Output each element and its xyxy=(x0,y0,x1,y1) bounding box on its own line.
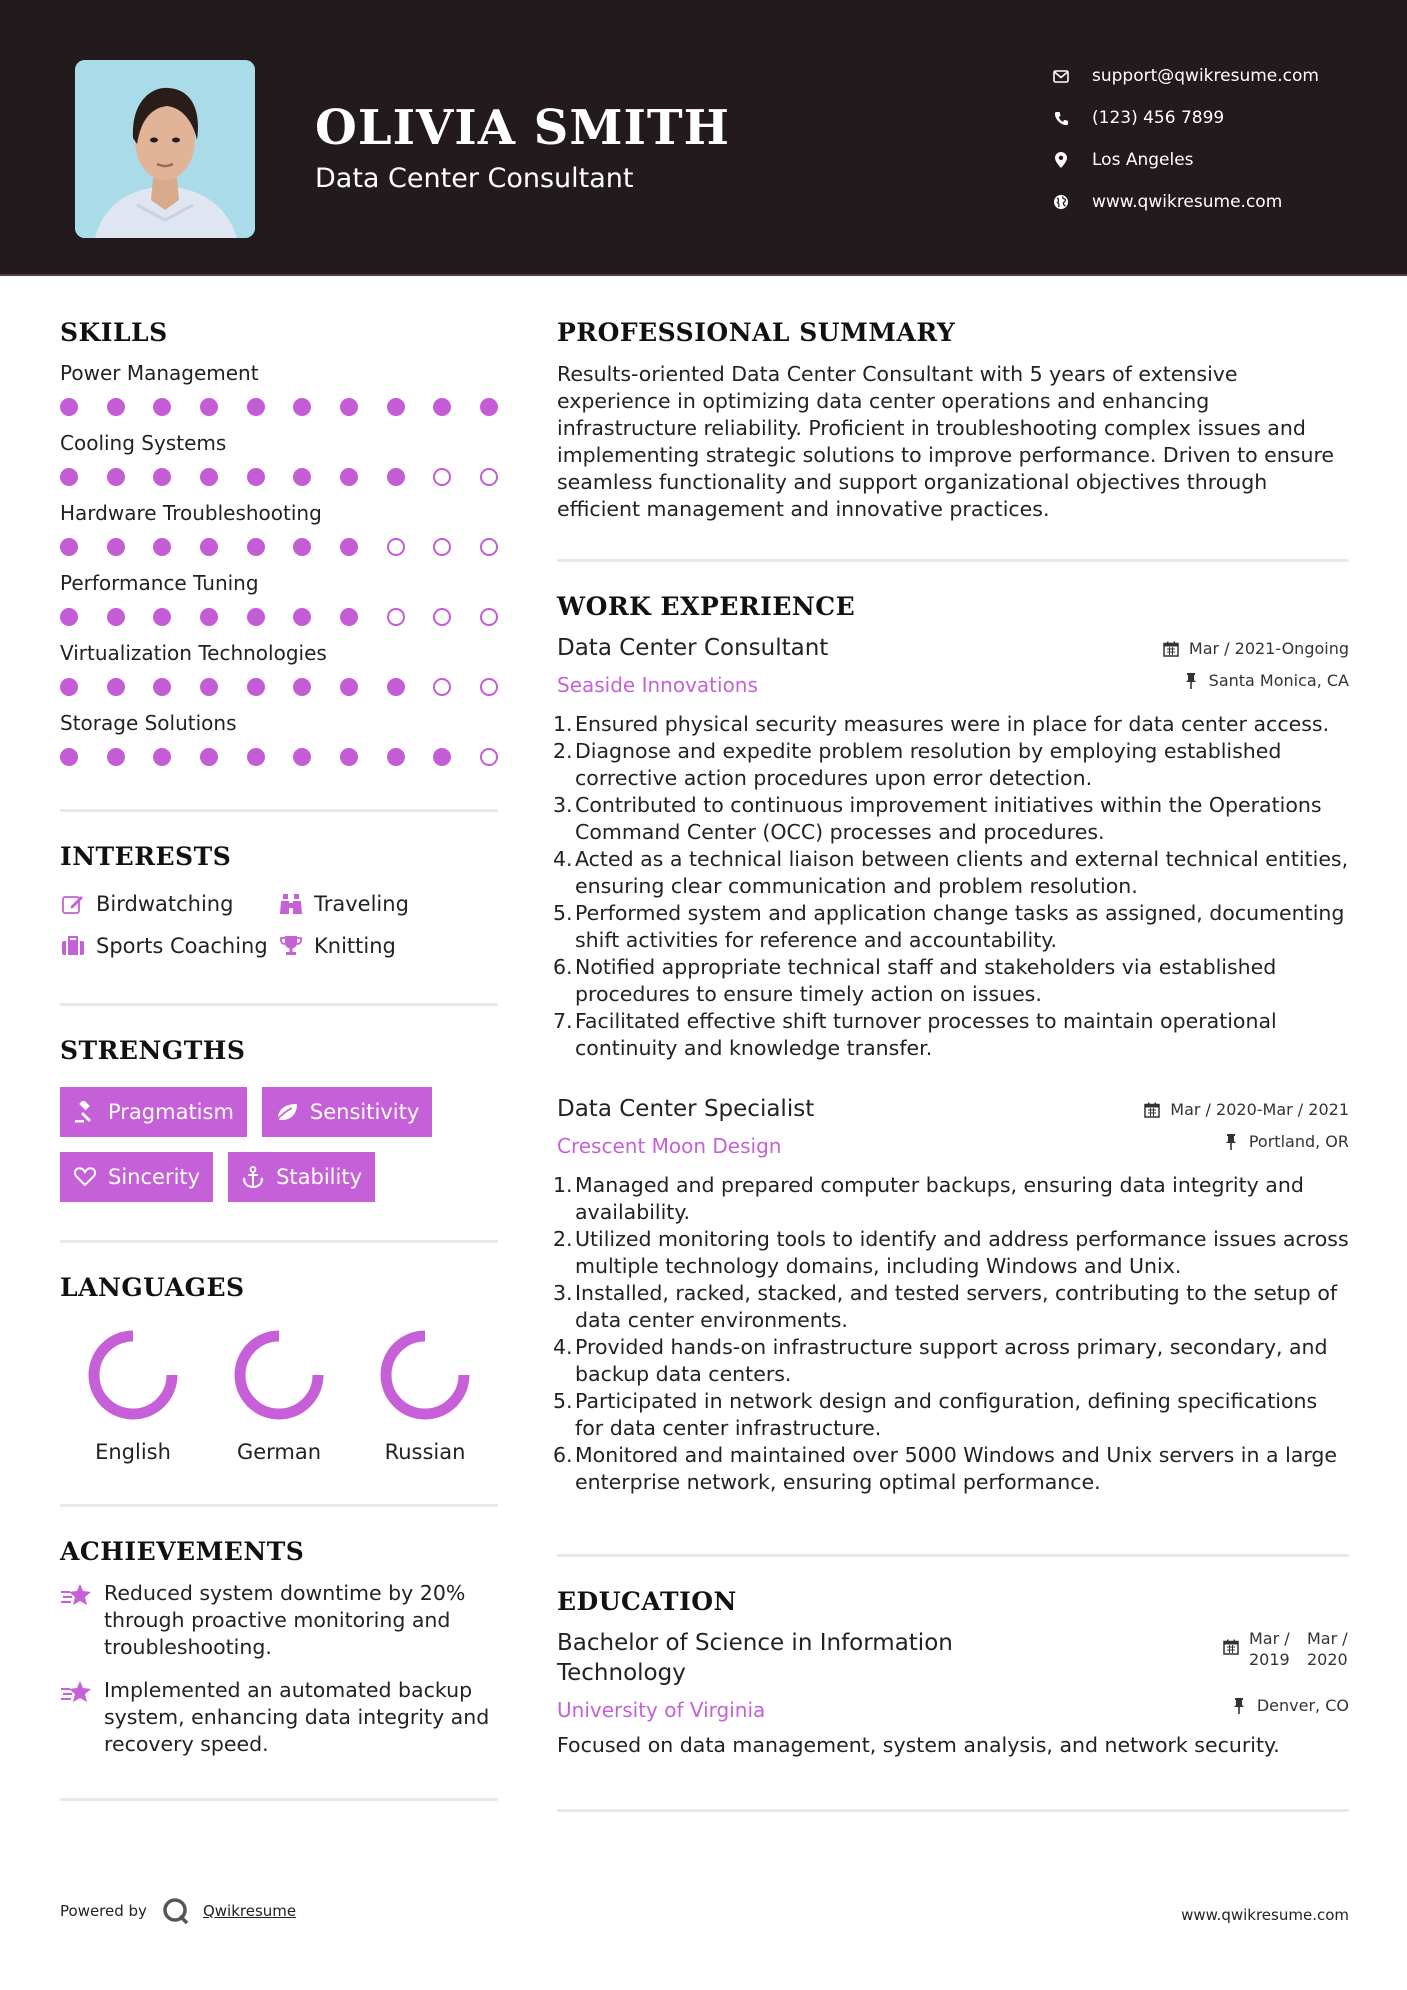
footer-website[interactable]: www.qwikresume.com xyxy=(1181,1906,1349,1924)
job-bullet xyxy=(553,738,1349,792)
bullet-text: Managed and prepared computer backups, ensuring data integrity and availability. xyxy=(575,1173,1304,1224)
rating-dot-filled xyxy=(247,468,265,486)
strength-label: Sincerity xyxy=(108,1165,201,1189)
achievement-item xyxy=(60,1580,498,1661)
bullet-text: Diagnose and expedite problem resolution by employing established corrective action procedures upon error detection. xyxy=(575,739,1282,790)
interest-item xyxy=(278,933,498,959)
job-bullets xyxy=(553,1172,1349,1496)
pushpin-icon xyxy=(1222,1133,1240,1151)
interest-item xyxy=(60,933,278,959)
rating-dot-empty xyxy=(433,678,451,696)
strength-label: Pragmatism xyxy=(108,1100,234,1124)
rating-dot-filled xyxy=(387,398,405,416)
contact-email[interactable] xyxy=(1050,55,1319,97)
degree-title xyxy=(557,1628,953,1688)
strength-tag xyxy=(60,1152,213,1202)
anchor-icon xyxy=(241,1165,265,1189)
rating-dot-filled xyxy=(340,468,358,486)
languages-title: LANGUAGES xyxy=(60,1273,245,1302)
rating-dot-filled xyxy=(200,748,218,766)
rating-dot-filled xyxy=(107,398,125,416)
achievements-title: ACHIEVEMENTS xyxy=(60,1537,305,1566)
rating-dot-filled xyxy=(60,468,78,486)
section-divider xyxy=(60,1240,498,1243)
skill-name: Virtualization Technologies xyxy=(60,641,327,665)
language-level-arc xyxy=(386,1336,464,1414)
strength-label: Stability xyxy=(276,1165,363,1189)
rating-dot-empty xyxy=(387,538,405,556)
education-date-start-line-2: 2019 xyxy=(1249,1650,1290,1669)
right-column xyxy=(553,318,1349,1812)
strength-tag xyxy=(60,1087,247,1137)
shooting-star-icon xyxy=(60,1580,94,1610)
rating-dot-filled xyxy=(153,608,171,626)
contact-location-text: Los Angeles xyxy=(1092,150,1194,170)
language-level-gauge xyxy=(86,1328,180,1422)
education-date-start xyxy=(1249,1628,1307,1670)
job-header xyxy=(557,1096,1349,1158)
education-title: EDUCATION xyxy=(557,1587,737,1616)
rating-dot-empty xyxy=(433,608,451,626)
section-divider xyxy=(557,559,1349,562)
summary-title: PROFESSIONAL SUMMARY xyxy=(557,318,956,347)
job-bullet xyxy=(553,1008,1349,1062)
interest-label: Knitting xyxy=(314,934,396,958)
achievement-item xyxy=(60,1677,498,1758)
job-title: Data Center Consultant xyxy=(557,635,829,661)
job-bullet xyxy=(553,711,1349,738)
job-date-text: Mar / 2020-Mar / 2021 xyxy=(1170,1100,1349,1119)
rating-dot-filled xyxy=(433,748,451,766)
globe-icon xyxy=(1050,191,1072,213)
rating-dot-filled xyxy=(247,608,265,626)
pencil-square-icon xyxy=(60,891,86,917)
qwikresume-logo-icon xyxy=(161,1896,191,1926)
summary-text: Results-oriented Data Center Consultant with 5 years of extensive experience in optimizing data center operations and enhancing infrastructure reliability. Proficient in troubleshooting complex issues and implementing strategic solutions to improve performance. Driven to ensure seamless functionality and support organizational objectives through efficient management and innovative practices. xyxy=(557,362,1335,521)
bullet-number: 1. xyxy=(553,712,573,736)
heart-icon xyxy=(73,1165,97,1189)
experience-title: WORK EXPERIENCE xyxy=(557,592,856,621)
language-name: German xyxy=(236,1440,322,1464)
interest-label: Sports Coaching xyxy=(96,934,268,958)
job-bullet xyxy=(553,1442,1349,1496)
contact-phone-text: (123) 456 7899 xyxy=(1092,108,1225,128)
language-level-gauge xyxy=(378,1328,472,1422)
skills-list xyxy=(60,361,498,767)
rating-dot-filled xyxy=(387,468,405,486)
language-level-gauge xyxy=(232,1328,326,1422)
achievement-text: Reduced system downtime by 20% through proactive monitoring and troubleshooting. xyxy=(104,1581,466,1659)
left-column xyxy=(60,318,498,1801)
rating-dot-empty xyxy=(480,538,498,556)
achievement-text: Implemented an automated backup system, enhancing data integrity and recovery speed. xyxy=(104,1678,490,1756)
job-location xyxy=(1143,1132,1349,1151)
footer-powered-by xyxy=(60,1896,296,1926)
skills-title: SKILLS xyxy=(60,318,168,347)
skill-rating xyxy=(60,397,498,417)
strength-tag xyxy=(228,1152,375,1202)
qwikresume-link[interactable]: Qwikresume xyxy=(202,1902,297,1920)
rating-dot-filled xyxy=(387,748,405,766)
calendar-icon xyxy=(1143,1101,1161,1119)
bullet-number: 4. xyxy=(553,1335,573,1359)
rating-dot-filled xyxy=(153,678,171,696)
contact-phone[interactable] xyxy=(1050,97,1319,139)
job-bullets xyxy=(553,711,1349,1062)
rating-dot-filled xyxy=(60,538,78,556)
job-location xyxy=(1162,671,1349,690)
education-date-end xyxy=(1307,1628,1349,1670)
gavel-icon xyxy=(73,1100,97,1124)
bullet-number: 7. xyxy=(553,1009,573,1033)
bullet-number: 6. xyxy=(553,955,573,979)
rating-dot-filled xyxy=(107,678,125,696)
rating-dot-filled xyxy=(480,398,498,416)
section-divider xyxy=(60,1003,498,1006)
calendar-icon xyxy=(1222,1638,1240,1656)
rating-dot-filled xyxy=(247,748,265,766)
resume-header xyxy=(0,0,1407,276)
interest-item xyxy=(278,891,498,917)
rating-dot-filled xyxy=(247,678,265,696)
job-date-text: Mar / 2021-Ongoing xyxy=(1188,639,1349,658)
bullet-text: Provided hands-on infrastructure support across primary, secondary, and backup data centers. xyxy=(575,1335,1328,1386)
skill-name: Cooling Systems xyxy=(60,431,227,455)
rating-dot-filled xyxy=(200,678,218,696)
rating-dot-empty xyxy=(387,608,405,626)
education-entry xyxy=(557,1628,1349,1759)
rating-dot-filled xyxy=(340,538,358,556)
job-bullet xyxy=(553,1388,1349,1442)
trophy-icon xyxy=(278,933,304,959)
interests-list xyxy=(60,891,498,959)
briefcase-icon xyxy=(60,933,86,959)
rating-dot-empty xyxy=(433,468,451,486)
education-header xyxy=(557,1628,1349,1722)
rating-dot-filled xyxy=(153,398,171,416)
map-marker-icon xyxy=(1050,149,1072,171)
rating-dot-filled xyxy=(107,538,125,556)
pushpin-icon xyxy=(1230,1697,1248,1715)
job-company[interactable]: Crescent Moon Design xyxy=(557,1134,782,1158)
bullet-text: Monitored and maintained over 5000 Windows and Unix servers in a large enterprise network, ensuring optimal performance. xyxy=(575,1443,1338,1494)
language-level-arc xyxy=(94,1336,172,1414)
job-entry xyxy=(553,1096,1349,1496)
envelope-icon xyxy=(1050,65,1072,87)
section-divider xyxy=(60,1504,498,1507)
rating-dot-filled xyxy=(247,398,265,416)
rating-dot-filled xyxy=(60,678,78,696)
bullet-number: 2. xyxy=(553,739,573,763)
section-divider xyxy=(557,1554,1349,1557)
job-bullet xyxy=(553,1334,1349,1388)
contact-list xyxy=(1050,55,1319,223)
rating-dot-filled xyxy=(60,398,78,416)
strength-label: Sensitivity xyxy=(309,1100,420,1124)
candidate-title: Data Center Consultant xyxy=(315,163,634,194)
powered-by-text: Powered by xyxy=(60,1902,147,1920)
bullet-text: Contributed to continuous improvement initiatives within the Operations Command Center (OCC) processes and procedures. xyxy=(575,793,1322,844)
rating-dot-empty xyxy=(480,748,498,766)
language-name: English xyxy=(95,1440,171,1464)
contact-website-text: www.qwikresume.com xyxy=(1092,192,1283,212)
interests-title: INTERESTS xyxy=(60,842,232,871)
rating-dot-filled xyxy=(387,678,405,696)
rating-dot-filled xyxy=(107,608,125,626)
interest-label: Birdwatching xyxy=(96,892,234,916)
rating-dot-filled xyxy=(293,538,311,556)
education-date-end-line-2: 2020 xyxy=(1307,1650,1348,1669)
rating-dot-filled xyxy=(60,748,78,766)
bullet-number: 5. xyxy=(553,1389,573,1413)
rating-dot-filled xyxy=(293,678,311,696)
job-header xyxy=(557,635,1349,697)
education-date-end-line-1: Mar / xyxy=(1307,1629,1348,1648)
rating-dot-filled xyxy=(340,608,358,626)
job-bullet xyxy=(553,900,1349,954)
rating-dot-empty xyxy=(480,678,498,696)
bullet-number: 6. xyxy=(553,1443,573,1467)
job-date xyxy=(1143,1100,1349,1119)
calendar-icon xyxy=(1162,640,1180,658)
bullet-text: Facilitated effective shift turnover processes to maintain operational continuity and knowledge transfer. xyxy=(575,1009,1277,1060)
job-bullet xyxy=(553,792,1349,846)
job-bullet xyxy=(553,1280,1349,1334)
candidate-name: OLIVIA SMITH xyxy=(315,100,730,156)
interest-item xyxy=(60,891,278,917)
job-company[interactable]: Seaside Innovations xyxy=(557,673,758,697)
skill-name: Hardware Troubleshooting xyxy=(60,501,322,525)
skill-rating xyxy=(60,537,498,557)
rating-dot-filled xyxy=(293,468,311,486)
rating-dot-filled xyxy=(60,608,78,626)
profile-photo xyxy=(75,60,255,238)
rating-dot-filled xyxy=(340,748,358,766)
bullet-text: Utilized monitoring tools to identify and address performance issues across multiple technology domains, including Windows and Unix. xyxy=(575,1227,1349,1278)
rating-dot-filled xyxy=(200,468,218,486)
rating-dot-empty xyxy=(480,468,498,486)
job-date xyxy=(1162,639,1349,658)
leaf-icon xyxy=(275,1100,299,1124)
shooting-star-icon xyxy=(60,1677,94,1707)
rating-dot-filled xyxy=(200,608,218,626)
strengths-title: STRENGTHS xyxy=(60,1036,246,1065)
contact-website[interactable] xyxy=(1050,181,1319,223)
strengths-list xyxy=(60,1087,498,1202)
section-divider xyxy=(60,809,498,812)
job-location-text: Santa Monica, CA xyxy=(1208,671,1349,690)
achievements-list xyxy=(60,1580,498,1758)
bullet-number: 1. xyxy=(553,1173,573,1197)
skill-rating xyxy=(60,467,498,487)
bullet-text: Ensured physical security measures were in place for data center access. xyxy=(575,712,1330,736)
job-location-text: Portland, OR xyxy=(1248,1132,1349,1151)
contact-location xyxy=(1050,139,1319,181)
rating-dot-filled xyxy=(153,538,171,556)
rating-dot-filled xyxy=(107,748,125,766)
rating-dot-empty xyxy=(480,608,498,626)
job-bullet xyxy=(553,1172,1349,1226)
bullet-number: 5. xyxy=(553,901,573,925)
contact-email-text: support@qwikresume.com xyxy=(1092,66,1319,86)
education-description: Focused on data management, system analysis, and network security. xyxy=(557,1733,1280,1757)
rating-dot-filled xyxy=(293,748,311,766)
rating-dot-filled xyxy=(200,538,218,556)
bullet-text: Acted as a technical liaison between clients and external technical entities, ensuring clear communication and problem resolution. xyxy=(575,847,1349,898)
rating-dot-filled xyxy=(293,608,311,626)
languages-list xyxy=(60,1328,498,1464)
job-bullet xyxy=(553,954,1349,1008)
bullet-number: 2. xyxy=(553,1227,573,1251)
bullet-number: 3. xyxy=(553,1281,573,1305)
bullet-text: Performed system and application change tasks as assigned, documenting shift activities for reference and accountability. xyxy=(575,901,1345,952)
bullet-text: Installed, racked, stacked, and tested servers, contributing to the setup of data center environments. xyxy=(575,1281,1338,1332)
skill-name: Power Management xyxy=(60,361,259,385)
education-date-start-line-1: Mar / xyxy=(1249,1629,1290,1648)
pushpin-icon xyxy=(1182,672,1200,690)
rating-dot-filled xyxy=(247,538,265,556)
language-item xyxy=(352,1328,498,1464)
skill-rating xyxy=(60,747,498,767)
job-entry xyxy=(553,635,1349,1062)
interest-label: Traveling xyxy=(314,892,409,916)
bullet-text: Participated in network design and configuration, defining specifications for data center infrastructure. xyxy=(575,1389,1318,1440)
language-item xyxy=(60,1328,206,1464)
school-name[interactable]: University of Virginia xyxy=(557,1698,766,1722)
education-date xyxy=(1222,1628,1349,1670)
language-level-arc xyxy=(240,1336,318,1414)
bullet-number: 3. xyxy=(553,793,573,817)
job-bullet xyxy=(553,846,1349,900)
rating-dot-filled xyxy=(293,398,311,416)
rating-dot-filled xyxy=(433,398,451,416)
rating-dot-filled xyxy=(200,398,218,416)
language-item xyxy=(206,1328,352,1464)
section-divider xyxy=(60,1798,498,1801)
skill-rating xyxy=(60,607,498,627)
job-title: Data Center Specialist xyxy=(557,1096,815,1122)
profile-photo-illustration xyxy=(75,60,255,238)
degree-line-1: Bachelor of Science in Information xyxy=(557,1630,953,1656)
rating-dot-filled xyxy=(340,678,358,696)
strength-tag xyxy=(262,1087,432,1137)
job-bullet xyxy=(553,1226,1349,1280)
degree-line-2: Technology xyxy=(557,1660,686,1686)
section-divider xyxy=(557,1809,1349,1812)
education-location xyxy=(1222,1696,1349,1715)
bullet-number: 4. xyxy=(553,847,573,871)
rating-dot-filled xyxy=(340,398,358,416)
skill-name: Performance Tuning xyxy=(60,571,259,595)
language-name: Russian xyxy=(384,1440,466,1464)
education-location-text: Denver, CO xyxy=(1256,1696,1349,1715)
rating-dot-empty xyxy=(433,538,451,556)
rating-dot-filled xyxy=(153,748,171,766)
rating-dot-filled xyxy=(153,468,171,486)
skill-name: Storage Solutions xyxy=(60,711,237,735)
phone-icon xyxy=(1050,107,1072,129)
binoculars-icon xyxy=(278,891,304,917)
rating-dot-filled xyxy=(107,468,125,486)
bullet-text: Notified appropriate technical staff and stakeholders via established procedures to ensure timely action on issues. xyxy=(575,955,1277,1006)
skill-rating xyxy=(60,677,498,697)
